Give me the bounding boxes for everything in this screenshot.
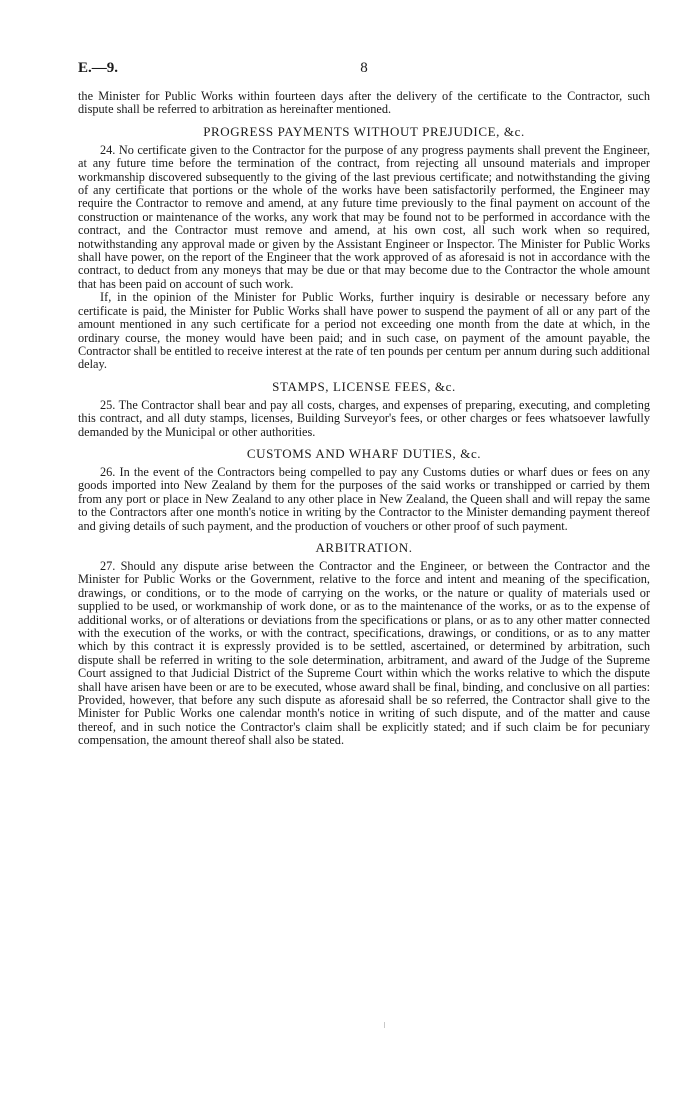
scan-speck: [384, 1022, 385, 1028]
paragraph-26: 26. In the event of the Contractors being compelled to pay any Customs duties or wharf dues or fees on any goods imported into New Zealand by them for the purposes of the said works or transhipped or carried by them from any port or place in New Zealand to any other place in New Zealand, the Queen shall and will repay the same to the Contractors after one month's notice in writing by the Contractor to the Minister demanding payment thereof and giving details of such payment, and the production of vouchers or other proof of such payment.: [78, 464, 650, 533]
heading-customs-wharf-duties: CUSTOMS AND WHARF DUTIES, &c.: [246, 445, 482, 461]
heading-stamps-license-fees: STAMPS, LICENSE FEES, &c.: [272, 378, 456, 394]
paragraph-intro: the Minister for Public Works within fourteen days after the delivery of the certificate to the Contractor, such dispute shall be referred to arbitration as hereinafter mentioned.: [78, 89, 650, 117]
document-page: [78, 60, 650, 748]
page-header: [78, 60, 650, 82]
paragraph-27: 27. Should any dispute arise between the Contractor and the Engineer, or between the Contractor and the Minister for Public Works or the Government, relative to the force and intent and meaning of the specification, drawings, or conditions, or to the mode of carrying on the works, or the nature or quality of materials used or supplied to be used, or workmanship of work done, or as to the maintenance of the works, or as to the expense of additional works, or of alterations or deviations from the specifications or plans, or as to any other matter connected with the execution of the works, or with the contract, specifications, drawings, or conditions, or as to any matter which by this contract it is expressly provided is to be settled, ascertained, or determined by arbitration, such dispute shall be referred in writing to the sole determination, arbitrament, and award of the Judge of the Supreme Court assigned to that Judicial District of the Supreme Court within which the works relative to which the dispute shall have arisen have been or are to be executed, whose award shall be final, binding, and conclusive on all parties: Provided, however, that before any such dispute as aforesaid shall be so referred, the Contractor shall give to the Minister for Public Works one calendar month's notice in writing of such dispute, and of the matter and cause thereof, and in such notice the Contractor's claim shall be explicitly stated; and if such claim be for pecuniary compensation, the amount thereof shall also be stated.: [78, 558, 650, 748]
document-reference: E.—9.: [78, 60, 119, 76]
paragraph-24-continued: If, in the opinion of the Minister for Public Works, further inquiry is desirable or necessary before any certificate is paid, the Minister for Public Works shall have power to suspend the payment of all or any part of the amount mentioned in any such certificate for a period not exceeding one month from the date at which, in the ordinary course, the money would have been paid; and in such case, on payment of the amount payable, the Contractor shall be entitled to receive interest at the rate of ten pounds per centum per annum during such additional delay.: [78, 290, 650, 372]
heading-progress-payments: PROGRESS PAYMENTS WITHOUT PREJUDICE, &c.: [203, 123, 525, 139]
paragraph-24: 24. No certificate given to the Contractor for the purpose of any progress payments shall prevent the Engineer, at any future time before the termination of the contract, from rejecting all unsound materials and improper workmanship discovered subsequently to the giving of the last previous certificate; and notwithstanding the giving of any certificate that portions or the whole of the works have been satisfactorily performed, the Engineer may require the Contractor to remove and amend, at any future time previously to the final payment on account of the construction or maintenance of the works, any work that may be found not to be performed in accordance with the contract, and the Contractor must remove and amend, at his own cost, all such work when so required, notwithstanding any approval made or given by the Assistant Engineer or Inspector. The Minister for Public Works shall have power, on the report of the Engineer that the work approved of as aforesaid is not in accordance with the contract, to deduct from any moneys that may be due or that may become due to the Contractor the whole amount that has been paid on account of such work.: [78, 142, 650, 291]
paragraph-25: 25. The Contractor shall bear and pay all costs, charges, and expenses of preparing, executing, and completing this contract, and all duty stamps, licenses, Building Surveyor's fees, or other charges or fees whatsoever lawfully demanded by the Municipal or other authorities.: [78, 397, 650, 439]
heading-arbitration: ARBITRATION.: [315, 539, 413, 555]
page-number: 8: [360, 60, 368, 76]
